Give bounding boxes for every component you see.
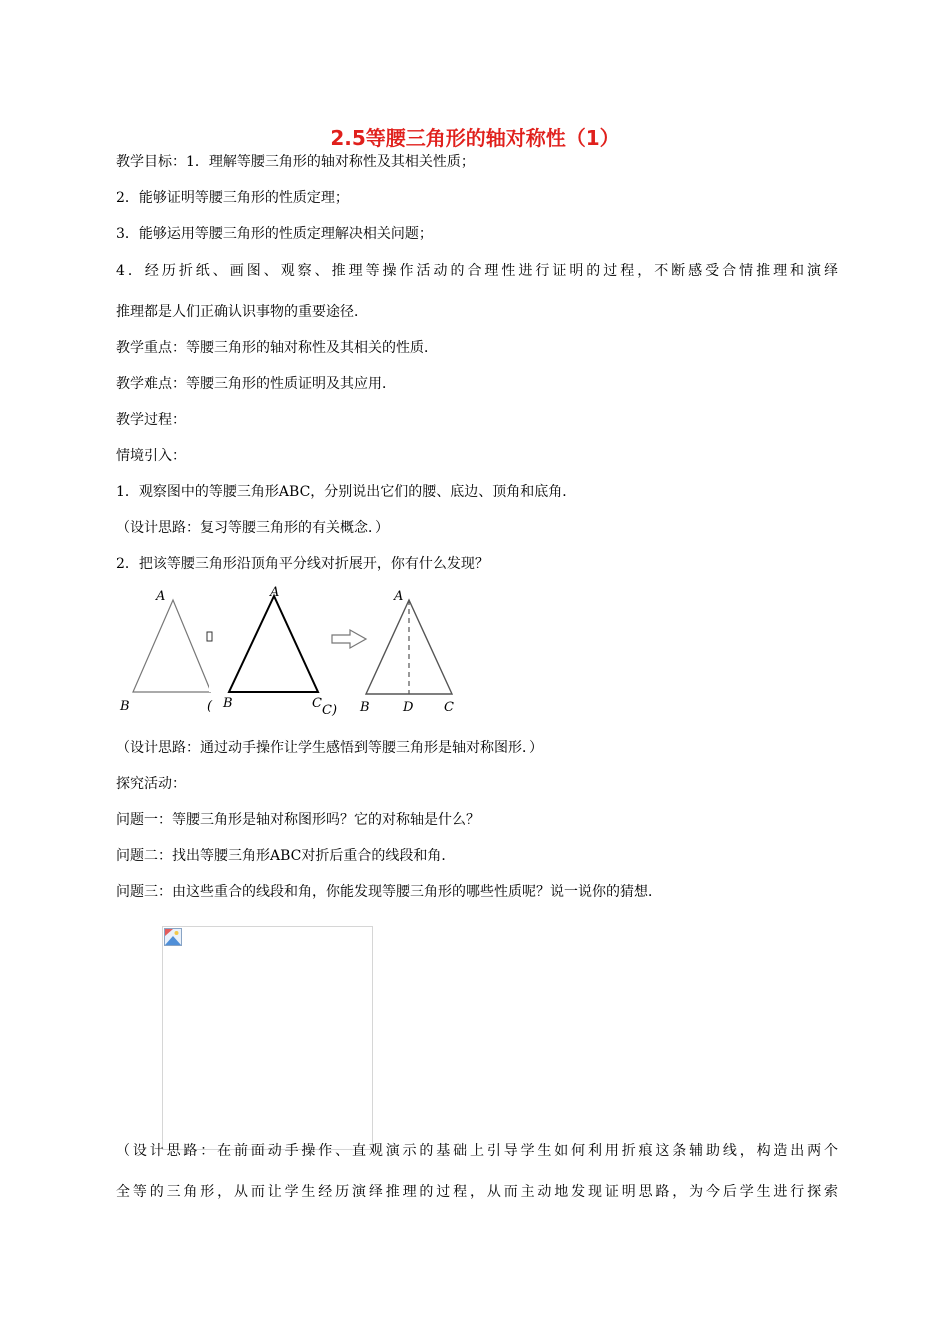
teaching-process-heading: 教学过程： — [116, 412, 186, 428]
fig2-label-a: A — [270, 585, 280, 600]
triangle-figures — [110, 584, 470, 720]
fig3-label-a: A — [394, 589, 404, 604]
scenario-item-2: 2．把该等腰三角形沿顶角平分线对折展开，你有什么发现？ — [116, 556, 489, 572]
scenario-heading: 情境引入： — [116, 448, 186, 464]
page-title: 2.5等腰三角形的轴对称性（1） — [330, 126, 620, 150]
design-note-1: （设计思路：复习等腰三角形的有关概念．） — [116, 520, 389, 536]
objective-3: 3．能够运用等腰三角形的性质定理解决相关问题； — [116, 226, 433, 242]
fig2-label-c: C — [312, 696, 322, 711]
triangle-figure-2 — [222, 585, 337, 718]
teaching-difficulty: 教学难点：等腰三角形的性质证明及其应用． — [116, 376, 396, 392]
objective-4: 4．经历折纸、画图、观察、推理等操作活动的合理性进行证明的过程，不断感受合情推理和演绎 — [116, 263, 838, 279]
objective-4-cont: 推理都是人们正确认识事物的重要途径． — [116, 304, 368, 320]
hollow-arrow-icon — [332, 630, 366, 648]
image-placeholder — [162, 926, 373, 1150]
fig1-label-a: A — [156, 589, 166, 604]
fig3-label-b: B — [360, 700, 370, 715]
triangle-figure-3 — [359, 589, 454, 715]
teaching-focus: 教学重点：等腰三角形的轴对称性及其相关的性质． — [116, 340, 438, 356]
fig3-label-d: D — [403, 700, 414, 715]
broken-image-icon — [164, 928, 182, 946]
question-3: 问题三：由这些重合的线段和角，你能发现等腰三角形的哪些性质呢？说一说你的猜想． — [116, 884, 662, 900]
fig1-label-b: B — [120, 699, 130, 714]
question-2: 问题二：找出等腰三角形ABC对折后重合的线段和角． — [116, 848, 456, 864]
fig3-label-c: C — [444, 700, 454, 715]
design-note-3-cont: 全等的三角形，从而让学生经历演绎推理的过程，从而主动地发现证明思路，为今后学生进行探索 — [116, 1184, 838, 1200]
scenario-item-1: 1．观察图中的等腰三角形ABC，分别说出它们的腰、底边、顶角和底角． — [116, 484, 577, 500]
fig2-label-extra: C) — [322, 703, 338, 718]
exploration-heading: 探究活动： — [116, 776, 186, 792]
triangle-figure-1 — [119, 589, 213, 714]
design-note-2: （设计思路：通过动手操作让学生感悟到等腰三角形是轴对称图形．） — [116, 740, 543, 756]
question-1: 问题一：等腰三角形是轴对称图形吗？它的对称轴是什么？ — [116, 812, 480, 828]
objective-2: 2．能够证明等腰三角形的性质定理； — [116, 190, 349, 206]
objective-1: 教学目标：1．理解等腰三角形的轴对称性及其相关性质； — [116, 154, 475, 170]
design-note-3: （设计思路：在前面动手操作、直观演示的基础上引导学生如何利用折痕这条辅助线，构造出两个 — [116, 1143, 838, 1159]
fig2-label-b: B — [223, 696, 233, 711]
fig1-label-c: ( — [207, 699, 213, 714]
